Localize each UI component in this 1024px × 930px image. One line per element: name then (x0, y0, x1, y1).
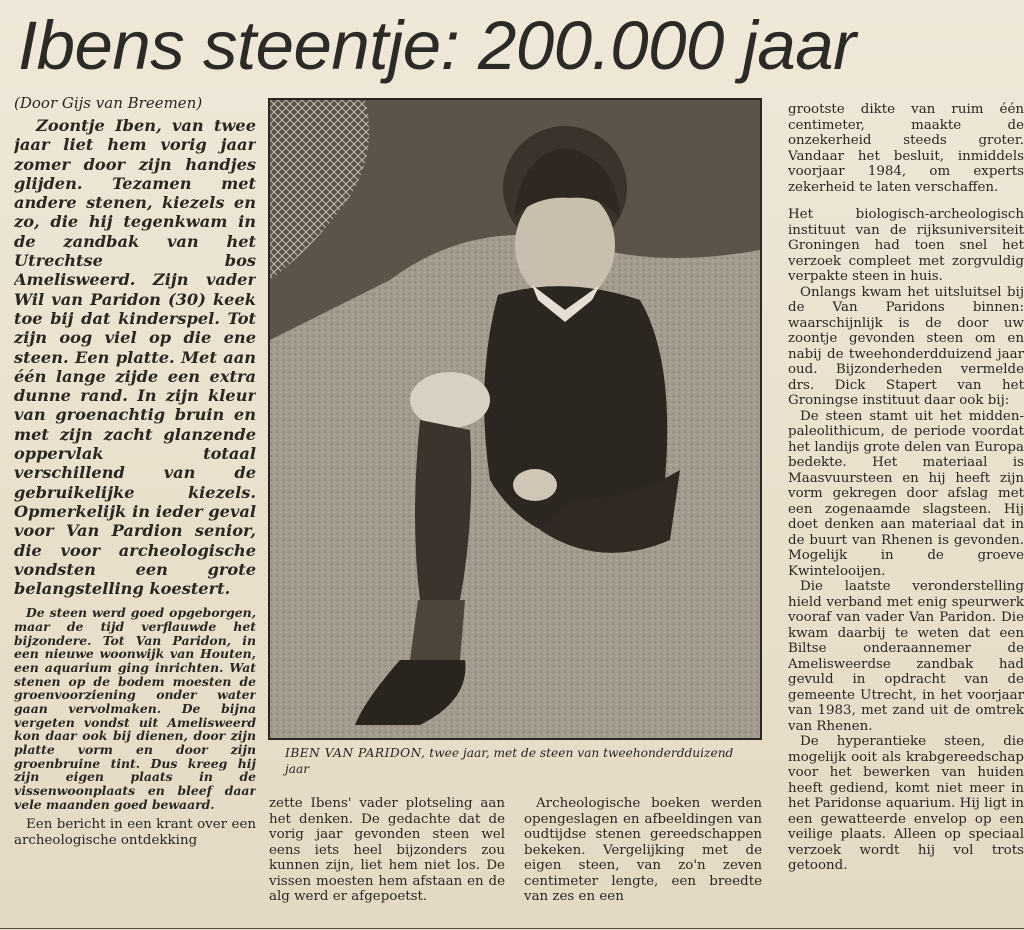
byline: (Door Gijs van Breemen) (14, 94, 203, 112)
paragraph-steen-stamt: De steen stamt uit het midden-paleolithicum, de periode voordat het landijs grote delen van Europa bedekte. Het materiaal is Maasvuursteen en hij heeft zijn vorm gekregen door afslag met een zogenaamde slagsteen. Hij doet denken aan materiaal dat in de buurt van Rhenen is gevonden. Mogelijk in de groeve Kwintelooijen. (788, 408, 1024, 579)
paragraph-grootste-dikte: grootste dikte van ruim één centimeter, maakte de onzekerheid steeds groter. Vandaar het besluit, inmiddels voorjaar 1984, om experts zekerheid te laten verschaffen. (788, 102, 1024, 195)
paragraph-veronderstelling: Die laatste veronderstelling hield verband met enig speurwerk vooraf van vader Van Paridon. Die kwam daarbij te weten dat een Biltse onderaannemer de Amelisweerdse zandbak had gevuld in opdracht van de gemeente Utrecht, in het voorjaar van 1983, met zand uit de omtrek van Rhenen. (788, 579, 1024, 734)
caption-name: IBEN VAN PARIDON, (285, 746, 426, 760)
paragraph-uitsluitsel: Onlangs kwam het uitsluitsel bij de Van Paridons binnen: waarschijnlijk is de door uw zoontje gevonden steen om en nabij de tweehonderdduizend jaar oud. Bijzonderheden vermelde drs. Dick Stapert van het Groningse instituut daar ook bij: (788, 284, 1024, 408)
caption-text: twee jaar, met de steen van tweehonderdduizend jaar (285, 746, 734, 776)
paragraph-steen-opgeborgen: De steen werd goed opgeborgen, maar de tijd verflauwde het bijzondere. Tot Van Paridon, in een nieuwe woonwijk van Houten, een aquarium ging inrichten. Wat stenen op de bodem moesten de groenvoorziening onder water gaan vervolmaken. De bijna vergeten vondst uit Amelisweerd kon daar ook bij dienen, door zijn platte vorm en door zijn groenbruine tint. Dus kreeg hij zijn eigen plaats in de vissenwoonplaats en bleef daar vele maanden goed bewaard. (14, 605, 256, 812)
column-4 (788, 102, 1024, 924)
lead-paragraph: Zoontje Iben, van twee jaar liet hem vorig jaar zomer door zijn handjes glijden. Tezamen met andere stenen, kiezels en zo, die hij tegenkwam in de zandbak van het Utrechtse bos Amelisweerd. Zijn vader Wil van Paridon (30) keek toe bij dat kinderspel. Tot zijn oog viel op die ene steen. Een platte. Met aan één lange zijde een extra dunne rand. In zijn kleur van groenachtig bruin en met zijn zacht glanzende oppervlak totaal verschillend van de gebruikelijke kiezels. Opmerkelijk in ieder geval voor Van Pardion senior, die voor archeologische vondsten een grote belangstelling koestert. (14, 116, 256, 599)
photo-caption (285, 746, 755, 777)
photo-iben-with-stone (268, 98, 762, 740)
column-2-bottom (269, 796, 505, 926)
paragraph-hyperantieke-steen: De hyperantieke steen, die mogelijk ooit als krabgereedschap voor het bewerken van huiden heeft gediend, komt niet meer in het Paridonse aquarium. Hij ligt in een gewatteerde envelop op een veilige plaats. Alleen op speciaal verzoek wordt hij vol trots getoond. (788, 734, 1024, 873)
bottom-rule (0, 928, 1024, 929)
photo-image (270, 100, 760, 738)
column-3-bottom (524, 796, 762, 926)
headline: Ibens steentje: 200.000 jaar (18, 7, 856, 84)
paragraph-ibens-vader: zette Ibens' vader plotseling aan het denken. De gedachte dat de vorig jaar gevonden steen wel eens iets heel bijzonders zou kunnen zijn, liet hem niet los. De vissen moesten hem afstaan en de alg werd er afgepoetst. (269, 796, 505, 904)
paragraph-instituut: Het biologisch-archeologisch instituut van de rijksuniversiteit Groningen had toen snel het verzoek compleet met zorgvuldig verpakte steen in huis. (788, 207, 1024, 284)
paragraph-archeologische-boeken: Archeologische boeken werden opengeslagen en afbeeldingen van oudtijdse stenen gereedschappen bekeken. Vergelijking met de eigen steen, van zo'n zeven centimeter lengte, een breedte van zes en een (524, 796, 762, 904)
paragraph-bericht: Een bericht in een krant over een archeologische ontdekking (14, 817, 256, 848)
column-1 (14, 94, 256, 924)
